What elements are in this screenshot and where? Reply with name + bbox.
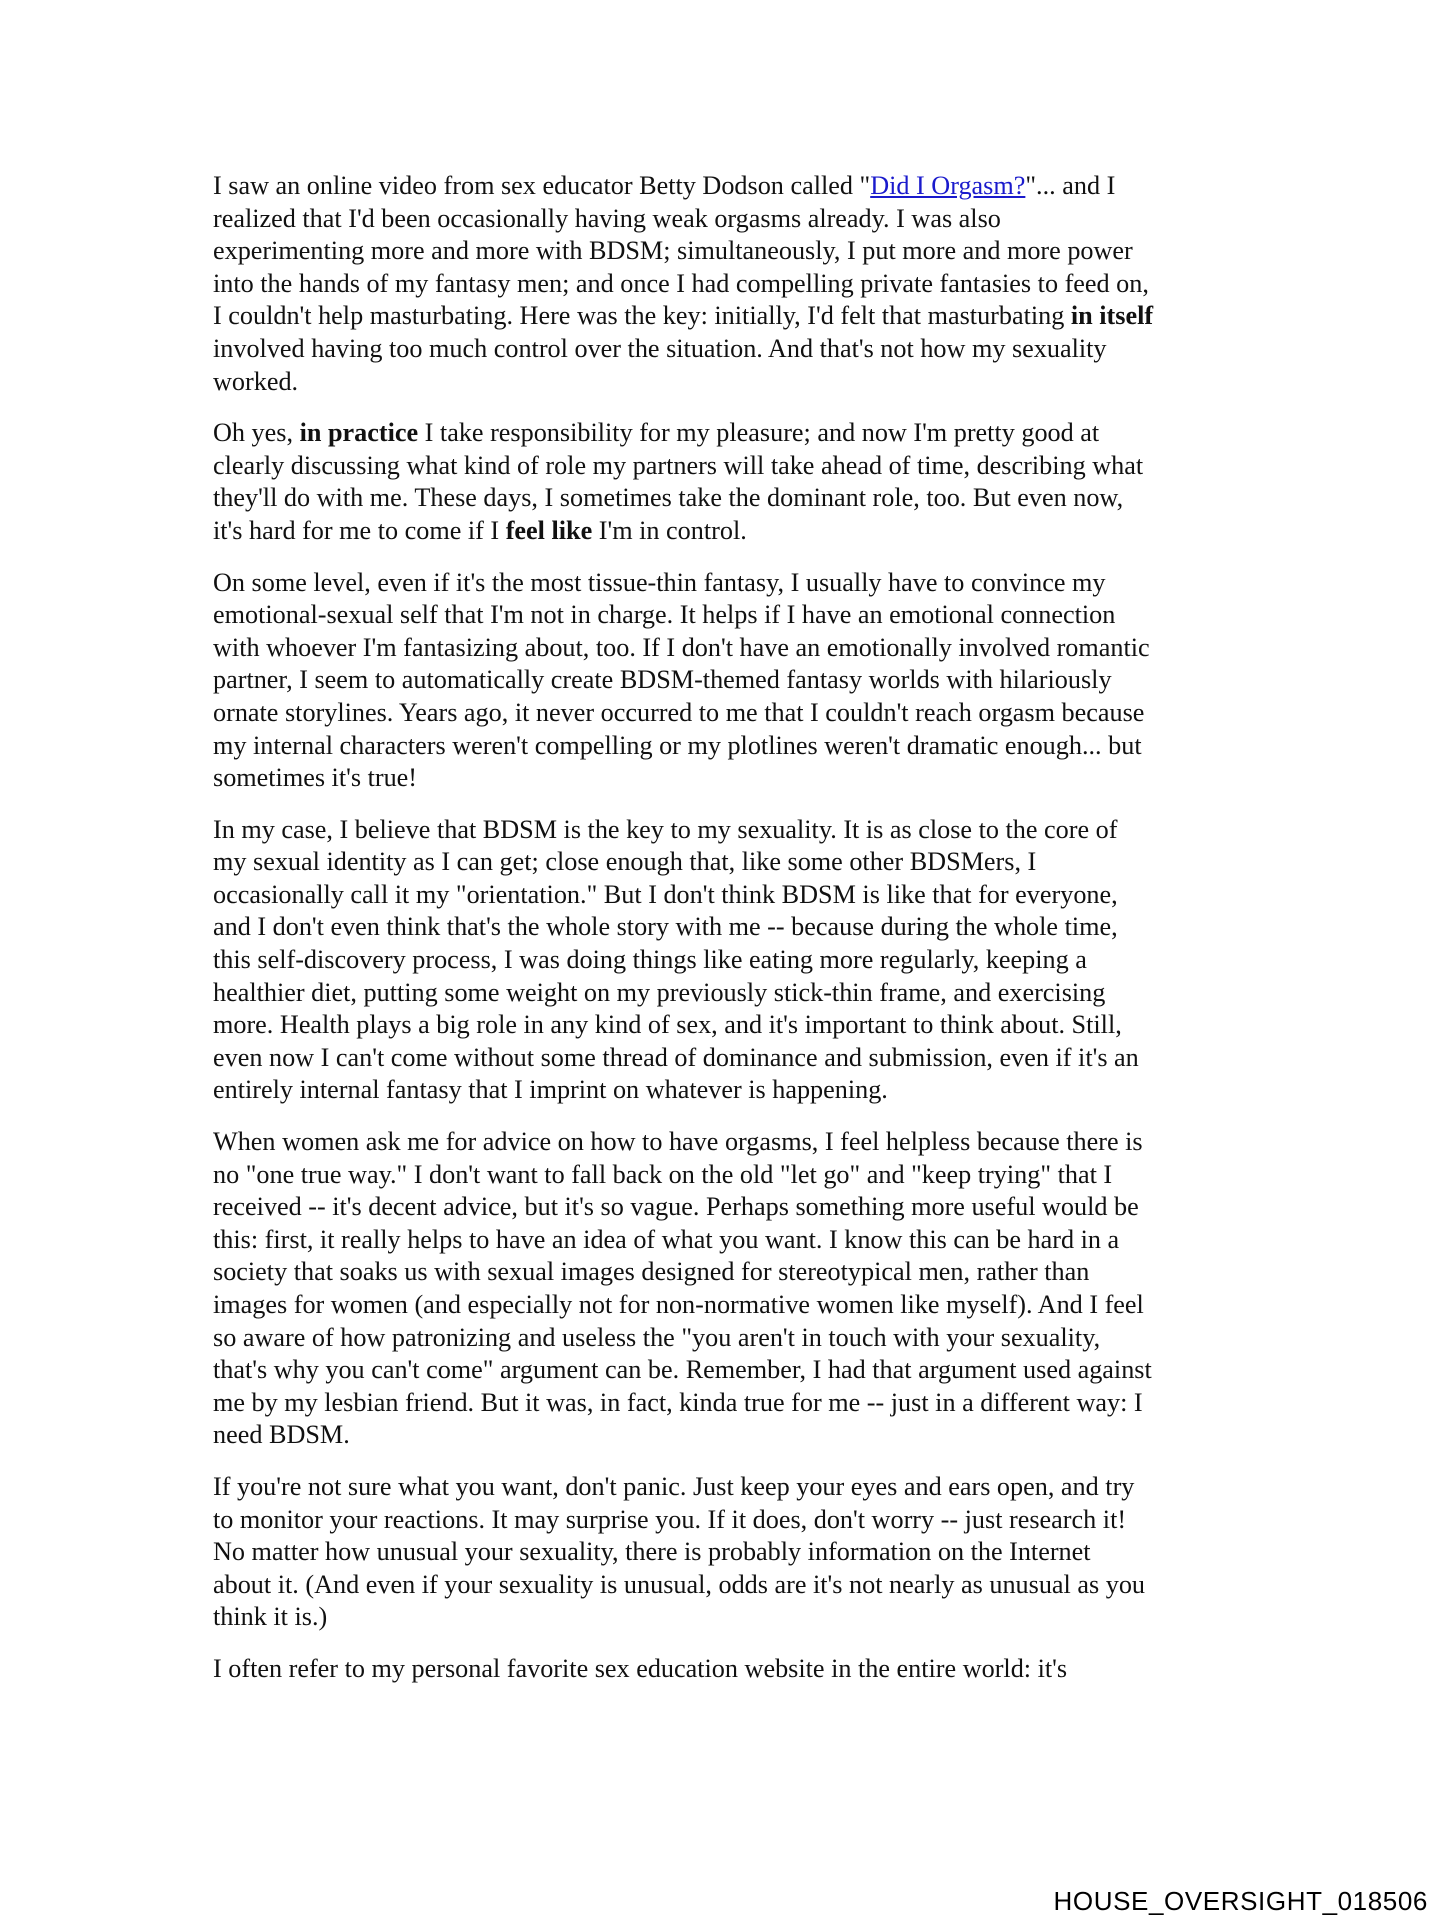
text-span: "... and I xyxy=(1025,171,1116,200)
text-line: about it. (And even if your sexuality is unusual, odds are it's not nearly as unusual as you xyxy=(213,1569,1146,1599)
bold-emphasis: feel like xyxy=(505,515,593,545)
text-line: clearly discussing what kind of role my partners will take ahead of time, describing what xyxy=(213,450,1144,480)
text-line: sometimes it's true! xyxy=(213,763,418,793)
text-span: I couldn't help masturbating. Here was the key: initially, I'd felt that masturbating xyxy=(213,301,1071,331)
text-line: No matter how unusual your sexuality, there is probably information on the Internet xyxy=(213,1537,1091,1567)
text-line: and I don't even think that's the whole story with me -- because during the whole time, xyxy=(213,912,1118,942)
text-line: If you're not sure what you want, don't panic. Just keep your eyes and ears open, and try xyxy=(213,1471,1135,1501)
text-line: When women ask me for advice on how to have orgasms, I feel helpless because there is xyxy=(213,1127,1143,1157)
bold-emphasis: in practice xyxy=(299,418,419,448)
text-line: more. Health plays a big role in any kind of sex, and it's important to think about. Still, xyxy=(213,1010,1122,1040)
bold-emphasis: in itself xyxy=(1070,301,1154,331)
text-line: healthier diet, putting some weight on my previously stick-thin frame, and exercising xyxy=(213,977,1106,1007)
text-line: this: first, it really helps to have an idea of what you want. I know this can be hard in a xyxy=(213,1224,1120,1254)
text-line: emotional-sexual self that I'm not in charge. It helps if I have an emotional connection xyxy=(213,600,1116,630)
document-body xyxy=(213,170,1243,1705)
text-line: images for women (and especially not for non-normative women like myself). And I feel xyxy=(213,1290,1144,1319)
text-line xyxy=(213,417,1243,450)
paragraph-3 xyxy=(213,567,1243,795)
text-line: to monitor your reactions. It may surprise you. If it does, don't worry -- just research it! xyxy=(213,1504,1127,1534)
text-line: even now I can't come without some thread of dominance and submission, even if it's an xyxy=(213,1042,1139,1072)
text-line: occasionally call it my "orientation." But I don't think BDSM is like that for everyone, xyxy=(213,879,1118,909)
text-line: entirely internal fantasy that I imprint on whatever is happening. xyxy=(213,1075,888,1105)
paragraph-6 xyxy=(213,1471,1243,1634)
text-line xyxy=(213,515,1243,548)
text-line: society that soaks us with sexual images designed for stereotypical men, rather than xyxy=(213,1257,1090,1287)
text-line: ornate storylines. Years ago, it never occurred to me that I couldn't reach orgasm because xyxy=(213,697,1145,727)
bates-number: HOUSE_OVERSIGHT_018506 xyxy=(1053,1886,1428,1916)
text-span: I'm in control. xyxy=(592,515,747,545)
text-line: worked. xyxy=(213,366,299,396)
text-line: realized that I'd been occasionally having weak orgasms already. I was also xyxy=(213,203,1001,233)
text-span: I saw an online video from sex educator Betty Dodson called " xyxy=(213,171,871,200)
text-line: need BDSM. xyxy=(213,1420,350,1450)
text-line: partner, I seem to automatically create BDSM-themed fantasy worlds with hilariously xyxy=(213,665,1112,695)
text-line xyxy=(213,300,1243,333)
text-line xyxy=(213,170,1243,203)
text-span: Oh yes, xyxy=(213,418,300,448)
text-line: no "one true way." I don't want to fall back on the old "let go" and "keep trying" that I xyxy=(213,1159,1113,1189)
paragraph-7 xyxy=(213,1653,1243,1686)
did-i-orgasm-link[interactable]: Did I Orgasm? xyxy=(870,171,1026,200)
text-line: involved having too much control over the situation. And that's not how my sexuality xyxy=(213,333,1107,363)
paragraph-1 xyxy=(213,170,1243,398)
text-span: it's hard for me to come if I xyxy=(213,515,506,545)
text-line: experimenting more and more with BDSM; simultaneously, I put more and more power xyxy=(213,236,1133,266)
paragraph-2 xyxy=(213,417,1243,547)
text-line: On some level, even if it's the most tissue-thin fantasy, I usually have to convince my xyxy=(213,567,1106,597)
text-line: In my case, I believe that BDSM is the key to my sexuality. It is as close to the core of xyxy=(213,814,1118,844)
text-line: into the hands of my fantasy men; and once I had compelling private fantasies to feed on, xyxy=(213,268,1149,298)
paragraph-5 xyxy=(213,1126,1243,1452)
text-line: received -- it's decent advice, but it's so vague. Perhaps something more useful would be xyxy=(213,1192,1139,1222)
text-line: with whoever I'm fantasizing about, too. If I don't have an emotionally involved romantic xyxy=(213,632,1150,662)
text-span: I take responsibility for my pleasure; and now I'm pretty good at xyxy=(418,418,1100,448)
text-line: so aware of how patronizing and useless the "you aren't in touch with your sexuality, xyxy=(213,1322,1101,1352)
paragraph-4 xyxy=(213,814,1243,1107)
text-line: think it is.) xyxy=(213,1602,328,1632)
text-line: this self-discovery process, I was doing things like eating more regularly, keeping a xyxy=(213,945,1087,975)
text-line: my sexual identity as I can get; close enough that, like some other BDSMers, I xyxy=(213,847,1037,877)
text-line: that's why you can't come" argument can be. Remember, I had that argument used against xyxy=(213,1355,1152,1385)
text-line: my internal characters weren't compelling or my plotlines weren't dramatic enough... but xyxy=(213,730,1142,760)
text-line: I often refer to my personal favorite sex education website in the entire world: it's xyxy=(213,1653,1068,1683)
text-line: they'll do with me. These days, I sometimes take the dominant role, too. But even now, xyxy=(213,483,1124,513)
text-line: me by my lesbian friend. But it was, in fact, kinda true for me -- just in a different way: I xyxy=(213,1387,1143,1417)
